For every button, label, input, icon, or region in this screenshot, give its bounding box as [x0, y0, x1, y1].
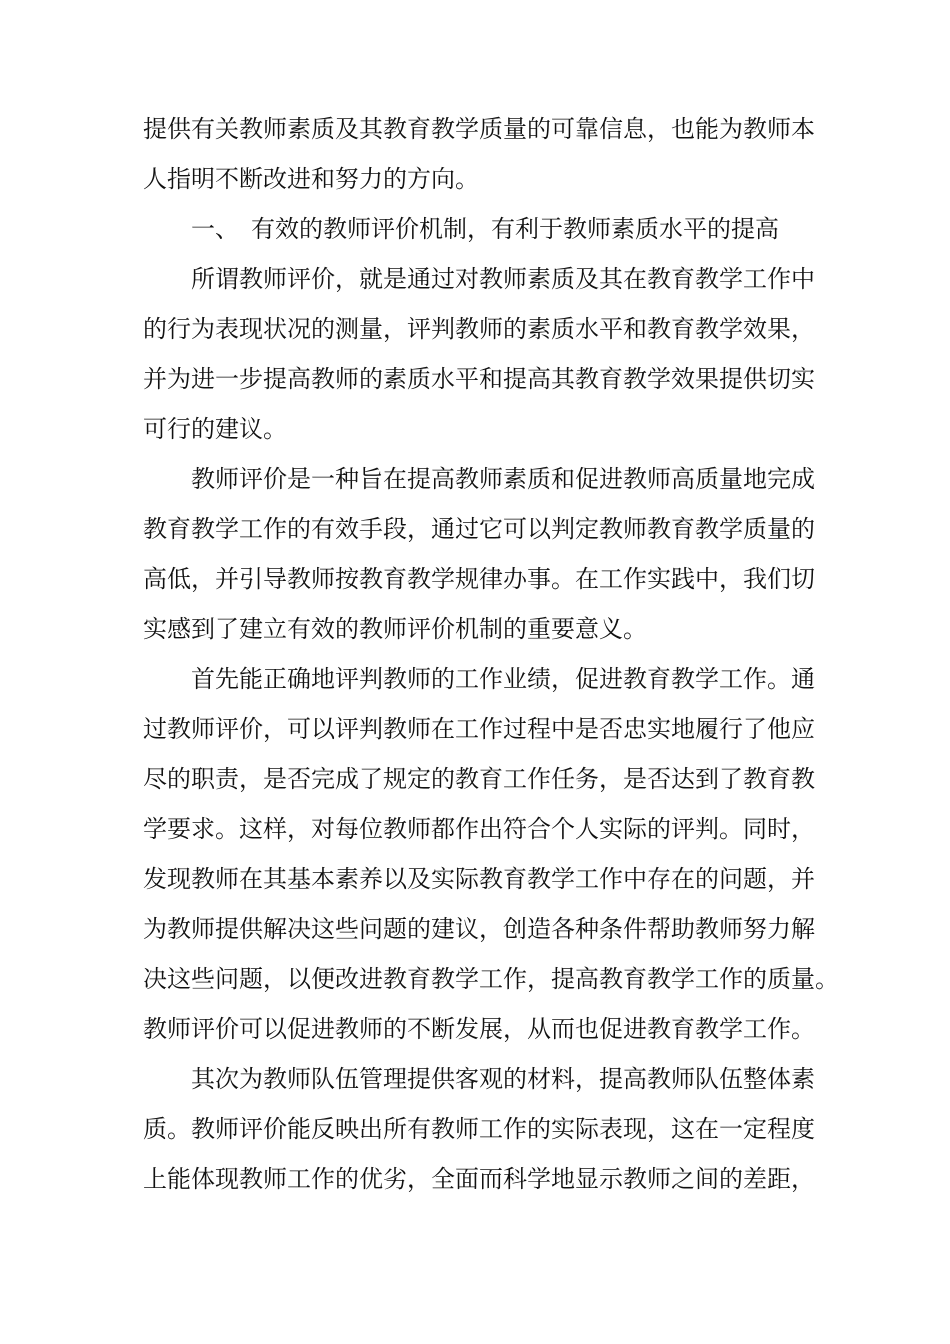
text-line: 教师评价是一种旨在提高教师素质和促进教师高质量地完成	[191, 465, 815, 493]
document-body	[143, 104, 839, 1204]
text-line: 实感到了建立有效的教师评价机制的重要意义。	[143, 615, 647, 643]
text-line: 高低，并引导教师按教育教学规律办事。在工作实践中，我们切	[143, 565, 815, 593]
text-line: 的行为表现状况的测量，评判教师的素质水平和教育教学效果，	[143, 315, 815, 343]
text-line: 所谓教师评价，就是通过对教师素质及其在教育教学工作中	[191, 265, 815, 293]
text-line: 学要求。这样，对每位教师都作出符合个人实际的评判。同时，	[143, 815, 815, 843]
text-line: 其次为教师队伍管理提供客观的材料，提高教师队伍整体素	[191, 1065, 815, 1093]
text-line: 上能体现教师工作的优劣，全面而科学地显示教师之间的差距，	[143, 1165, 815, 1193]
text-line: 过教师评价，可以评判教师在工作过程中是否忠实地履行了他应	[143, 715, 815, 743]
text-line: 为教师提供解决这些问题的建议，创造各种条件帮助教师努力解	[143, 915, 815, 943]
text-line: 教师评价可以促进教师的不断发展，从而也促进教育教学工作。	[143, 1015, 815, 1043]
text-line: 发现教师在其基本素养以及实际教育教学工作中存在的问题，并	[143, 865, 815, 893]
section-title: 有效的教师评价机制，有利于教师素质水平的提高	[251, 215, 779, 243]
text-line: 并为进一步提高教师的素质水平和提高其教育教学效果提供切实	[143, 365, 815, 393]
text-line: 教育教学工作的有效手段，通过它可以判定教师教育教学质量的	[143, 515, 815, 543]
text-line: 可行的建议。	[143, 415, 287, 443]
section-heading	[143, 204, 823, 254]
text-line: 提供有关教师素质及其教育教学质量的可靠信息，也能为教师本	[143, 115, 815, 143]
text-line: 决这些问题，以便改进教育教学工作，提高教育教学工作的质量。	[143, 965, 839, 993]
text-line: 首先能正确地评判教师的工作业绩，促进教育教学工作。通	[191, 665, 815, 693]
text-line: 人指明不断改进和努力的方向。	[143, 165, 479, 193]
text-line: 质。教师评价能反映出所有教师工作的实际表现，这在一定程度	[143, 1115, 815, 1143]
text-line: 尽的职责，是否完成了规定的教育工作任务，是否达到了教育教	[143, 765, 815, 793]
section-number: 一、	[191, 215, 239, 243]
